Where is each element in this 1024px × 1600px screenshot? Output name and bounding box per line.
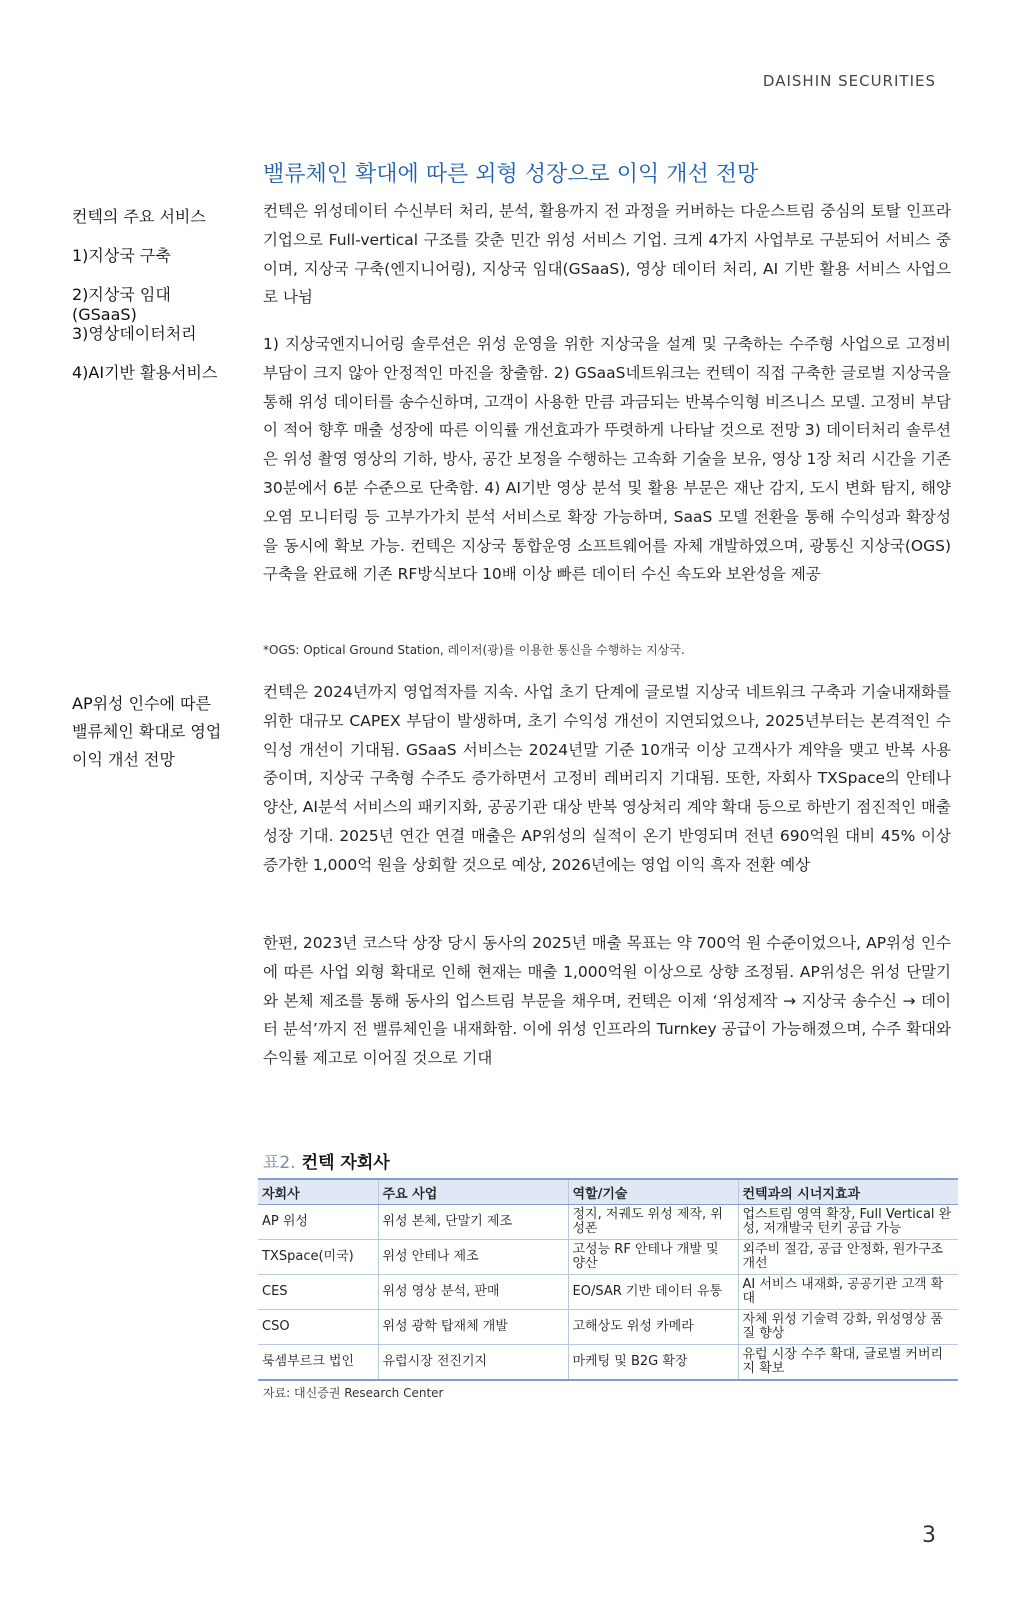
table-cell: CSO xyxy=(258,1310,378,1345)
column-header: 주요 사업 xyxy=(378,1179,568,1205)
table-cell: 자체 위성 기술력 강화, 위성영상 품질 향상 xyxy=(738,1310,958,1345)
sidebar-item: 1)지상국 구축 xyxy=(72,246,171,265)
sidebar-line: 밸류체인 확대로 영업 xyxy=(72,722,222,741)
page-number: 3 xyxy=(922,1523,936,1548)
paragraph-overview: 컨텍은 위성데이터 수신부터 처리, 분석, 활용까지 전 과정을 커버하는 다운스트림 중심의 토탈 인프라기업으로 Full-vertical 구조를 갖춘 민간 위성 서비스 기업. 크게 4가지 사업부로 구분되어 서비스 중이며, 지상국 구축(엔지니어링), 지상국 임대(GSaaS), 영상 데이터 처리, AI 기반 활용 서비스 사업으로 나뉨 xyxy=(263,202,951,307)
paragraph-business-units: 1) 지상국엔지니어링 솔루션은 위성 운영을 위한 지상국을 설계 및 구축하는 수주형 사업으로 고정비 부담이 크지 않아 안정적인 마진을 창출함. 2) GSaaS네트워크는 컨텍이 직접 구축한 글로벌 지상국을 통해 위성 데이터를 송수신하며, 고객이 사용한 만큼 과금되는 반복수익형 비즈니스 모델. 고정비 부담이 적어 향후 매출 성장에 따른 이익률 개선효과가 뚜렷하게 나타날 것으로 전망 3) 데이터처리 솔루션은 위성 촬영 영상의 기하, 방사, 공간 보정을 수행하는 고속화 기술을 보유, 영상 1장 처리 시간을 기존 30분에서 6분 수준으로 단축함. 4) AI기반 영상 분석 및 활용 부문은 재난 감지, 도시 변화 탐지, 해양 오염 모니터링 등 고부가가치 분석 서비스로 확장 가능하며, SaaS 모델 전환을 통해 수익성과 확장성을 동시에 확보 가능. 컨텍은 지상국 통합운영 소프트웨어를 자체 개발하였으며, 광통신 지상국(OGS) 구축을 완료해 기존 RF방식보다 10배 이상 빠른 데이터 수신 속도와 보완성을 제공 xyxy=(263,335,951,584)
table-cell: 마케팅 및 B2G 확장 xyxy=(568,1345,738,1381)
sidebar-item: 2)지상국 임대(GSaaS) xyxy=(72,285,171,324)
paragraph-value-chain: 한편, 2023년 코스닥 상장 당시 동사의 2025년 매출 목표는 약 700억 원 수준이었으나, AP위성 인수에 따른 사업 외형 확대로 인해 현재는 매출 1,000억원 이상으로 상향 조정됨. AP위성은 위성 단말기와 본체 제조를 통해 동사의 업스트림 부문을 채우며, 컨텍은 이제 ‘위성제작 → 지상국 송수신 → 데이터 분석’까지 전 밸류체인을 내재화함. 이에 위성 인프라의 Turnkey 공급이 가능해졌으며, 수주 확대와 수익률 제고로 이어질 것으로 기대 xyxy=(263,934,951,1068)
table-cell: 위성 본체, 단말기 제조 xyxy=(378,1205,568,1240)
table-row xyxy=(258,1310,958,1345)
table-row xyxy=(258,1275,958,1310)
sidebar-services xyxy=(72,204,232,399)
table-cell: 업스트림 영역 확장, Full Vertical 완성, 저개발국 턴키 공급 가능 xyxy=(738,1205,958,1240)
table-source: 자료: 대신증권 Research Center xyxy=(263,1386,444,1400)
table-title-text: 컨텍 자회사 xyxy=(301,1153,390,1173)
section-title: 밸류체인 확대에 따른 외형 성장으로 이익 개선 전망 xyxy=(263,162,759,187)
table-row xyxy=(258,1205,958,1240)
table-cell: 유럽시장 전진기지 xyxy=(378,1345,568,1381)
table-header-row xyxy=(258,1179,958,1205)
sidebar-item: 컨텍의 주요 서비스 xyxy=(72,207,206,226)
paragraph-earnings-outlook: 컨텍은 2024년까지 영업적자를 지속. 사업 초기 단계에 글로벌 지상국 네트워크 구축과 기술내재화를 위한 대규모 CAPEX 부담이 발생하며, 초기 수익성 개선이 지연되었으나, 2025년부터는 본격적인 수익성 개선이 기대됨. GSaaS 서비스는 2024년말 기준 10개국 이상 고객사가 계약을 맺고 반복 사용 중이며, 지상국 구축형 수주도 증가하면서 고정비 레버리지 기대됨. 또한, 자회사 TXSpace의 안테나 양산, AI분석 서비스의 패키지화, 공공기관 대상 반복 영상처리 계약 확대 등으로 하반기 점진적인 매출 성장 기대. 2025년 연간 연결 매출은 AP위성의 실적이 온기 반영되며 전년 690억원 대비 45% 이상 증가한 1,000억 원을 상회할 것으로 예상, 2026년에는 영업 이익 흑자 전환 예상 xyxy=(263,683,952,874)
table-cell: EO/SAR 기반 데이터 유통 xyxy=(568,1275,738,1310)
table-cell: 정지, 저궤도 위성 제작, 위성폰 xyxy=(568,1205,738,1240)
sidebar-item: 4)AI기반 활용서비스 xyxy=(72,363,218,382)
table-cell: 위성 영상 분석, 판매 xyxy=(378,1275,568,1310)
table-title xyxy=(263,1148,390,1173)
table-row xyxy=(258,1240,958,1275)
brand-header: DAISHIN SECURITIES xyxy=(762,72,936,90)
table-row xyxy=(258,1345,958,1381)
sidebar-ap-satellite xyxy=(72,690,222,774)
column-header: 자회사 xyxy=(258,1179,378,1205)
sidebar-line: AP위성 인수에 따른 xyxy=(72,694,211,713)
table-cell: CES xyxy=(258,1275,378,1310)
table-cell: AI 서비스 내재화, 공공기관 고객 확대 xyxy=(738,1275,958,1310)
footnote-ogs: *OGS: Optical Ground Station, 레이저(광)를 이용한 통신을 수행하는 지상국. xyxy=(263,643,685,657)
table-cell: 유럽 시장 수주 확대, 글로벌 커버리지 확보 xyxy=(738,1345,958,1381)
sidebar-line: 이익 개선 전망 xyxy=(72,750,175,769)
sidebar-item: 3)영상데이터처리 xyxy=(72,324,197,343)
table-cell: 고해상도 위성 카메라 xyxy=(568,1310,738,1345)
table-cell: 외주비 절감, 공급 안정화, 원가구조 개선 xyxy=(738,1240,958,1275)
table-cell: TXSpace(미국) xyxy=(258,1240,378,1275)
table-cell: 룩셈부르크 법인 xyxy=(258,1345,378,1381)
table-cell: 위성 안테나 제조 xyxy=(378,1240,568,1275)
column-header: 컨텍과의 시너지효과 xyxy=(738,1179,958,1205)
table-cell: 고성능 RF 안테나 개발 및 양산 xyxy=(568,1240,738,1275)
table-cell: 위성 광학 탑재체 개발 xyxy=(378,1310,568,1345)
table-cell: AP 위성 xyxy=(258,1205,378,1240)
table-label: 표2. xyxy=(263,1153,296,1173)
column-header: 역할/기술 xyxy=(568,1179,738,1205)
subsidiary-table xyxy=(258,1178,958,1381)
